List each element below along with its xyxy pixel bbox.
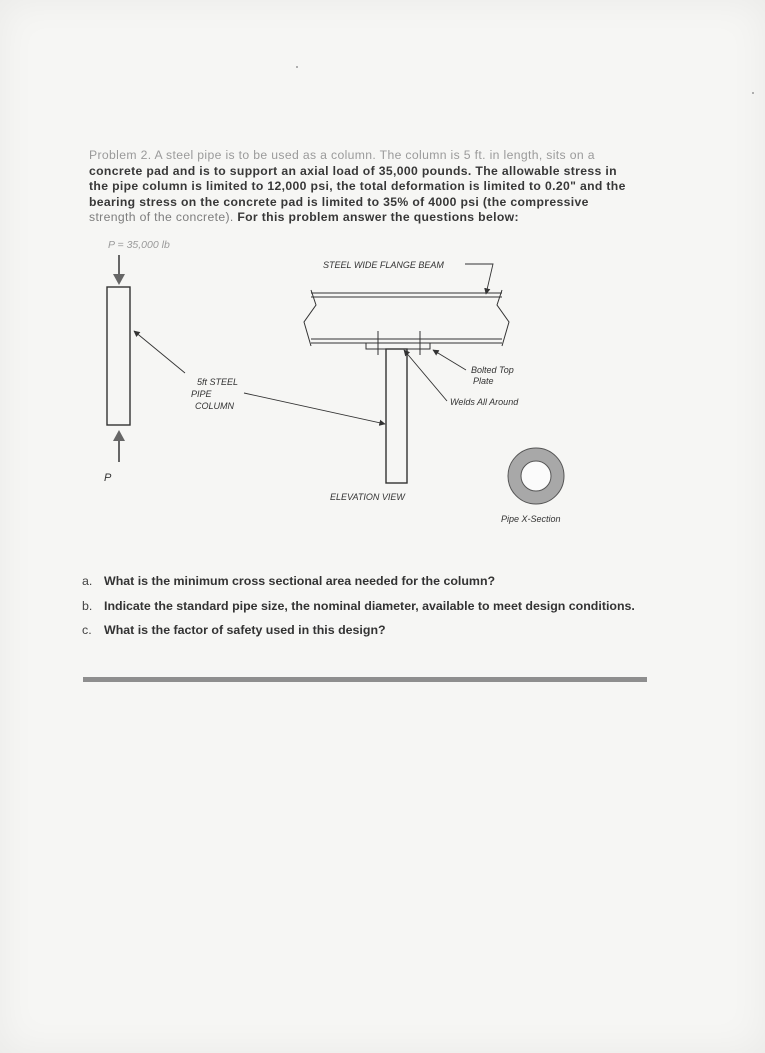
- problem-line-3: the pipe column is limited to 12,000 psi, the total deformation is limited to 0.20" and the: [89, 179, 626, 194]
- problem-line-5-faint: strength of the concrete).: [89, 210, 234, 225]
- wide-flange-beam: [304, 290, 509, 346]
- free-body-column: [107, 287, 130, 425]
- question-c-mark: c.: [82, 623, 92, 637]
- elevation-label: ELEVATION VIEW: [330, 492, 405, 502]
- question-b-mark: b.: [82, 598, 93, 613]
- leader-to-free-body: [134, 331, 185, 373]
- question-list: [82, 574, 642, 648]
- problem-line-5: [89, 210, 649, 226]
- load-label: P = 35,000 lb: [108, 239, 170, 251]
- question-a-text: What is the minimum cross sectional area needed for the column?: [104, 574, 496, 588]
- beam-leader: [465, 264, 493, 294]
- bolted-top-plate: [366, 331, 430, 355]
- question-a: [82, 574, 642, 590]
- bottom-load-label: P: [104, 472, 112, 484]
- question-b: [82, 599, 642, 615]
- horizontal-rule: [83, 677, 647, 682]
- column-diagram: [0, 230, 765, 530]
- plate-leader: [433, 350, 466, 370]
- section-label: Pipe X-Section: [501, 514, 561, 524]
- problem-line-4: bearing stress on the concrete pad is limited to 35% of 4000 psi (the compressive: [89, 194, 589, 209]
- pipe-cross-section: [508, 448, 564, 504]
- column-label-3: COLUMN: [195, 401, 235, 411]
- question-c: [82, 623, 642, 639]
- plate-label-1: Bolted Top: [471, 365, 514, 375]
- elevation-column: [386, 349, 407, 483]
- scan-speck: [296, 66, 298, 68]
- scan-speck: [752, 92, 754, 94]
- beam-label: STEEL WIDE FLANGE BEAM: [323, 260, 444, 270]
- question-b-text: Indicate the standard pipe size, the nominal diameter, available to meet design conditions.: [104, 598, 635, 613]
- weld-label: Welds All Around: [450, 397, 519, 407]
- question-c-text: What is the factor of safety used in this design?: [104, 623, 386, 637]
- problem-line-2: concrete pad and is to support an axial load of 35,000 pounds. The allowable stress in: [89, 163, 617, 178]
- problem-line-1: Problem 2. A steel pipe is to be used as a column. The column is 5 ft. in length, sits on a: [89, 148, 595, 162]
- problem-line-5-bold: For this problem answer the questions below:: [233, 210, 519, 225]
- bottom-load-arrow: [113, 430, 125, 462]
- top-load-arrow: [113, 255, 125, 285]
- question-a-mark: a.: [82, 574, 93, 588]
- column-label-2: PIPE: [191, 389, 212, 399]
- column-label-1: 5ft STEEL: [197, 377, 239, 387]
- plate-label-2: Plate: [473, 376, 494, 386]
- leader-to-elevation-column: [244, 393, 385, 424]
- weld-leader: [404, 350, 447, 401]
- problem-statement: [89, 148, 649, 226]
